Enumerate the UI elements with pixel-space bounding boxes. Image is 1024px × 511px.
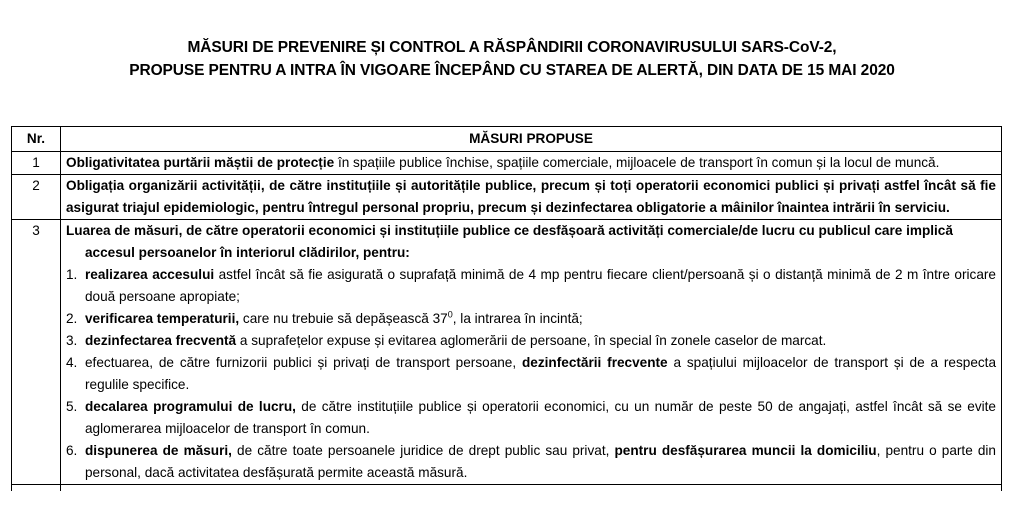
bold-text: dispunerea de măsuri, <box>85 443 232 458</box>
row-text <box>61 152 1002 175</box>
regular-text: , pentru o parte din personal, dacă activitatea desfășurată permite această măsură. <box>85 443 996 480</box>
list-item <box>66 440 996 484</box>
superscript: 0 <box>447 309 453 320</box>
table-row-partial <box>12 485 1002 492</box>
regular-text: a suprafețelor expuse și evitarea aglomerării de persoane, în special în zonele caselor de marcat. <box>236 333 827 348</box>
list-item <box>66 264 996 308</box>
regular-text: efectuarea, de către furnizorii publici și privați de transport persoane, <box>85 355 522 370</box>
list-item <box>66 396 996 440</box>
table-row <box>12 152 1002 175</box>
row-number: 2 <box>12 175 61 220</box>
header-nr: Nr. <box>12 127 61 152</box>
list-item <box>66 308 996 330</box>
regular-text: , la intrarea în incintă; <box>452 311 583 326</box>
title-line-2: PROPUSE PENTRU A INTRA ÎN VIGOARE ÎNCEPÂND CU STAREA DE ALERTĂ, DIN DATA DE 15 MAI 2020 <box>129 62 895 79</box>
item-number: 2. <box>66 311 78 326</box>
item-number: 4. <box>66 355 78 370</box>
regular-text: care nu trebuie să depășească 37 <box>239 311 448 326</box>
bold-text: pentru desfășurarea muncii la domiciliu <box>614 443 877 458</box>
row-number: 1 <box>12 152 61 175</box>
regular-text: de către toate persoanele juridice de drept public sau privat, <box>231 443 615 458</box>
bold-text: decalarea programului de lucru, <box>85 399 296 414</box>
empty-cell <box>61 485 1002 492</box>
regular-text: în spațiile publice închise, spațiile comerciale, mijloacele de transport în comun și la locul de muncă. <box>334 155 940 170</box>
item-number: 1. <box>66 267 78 282</box>
table-row <box>12 175 1002 220</box>
empty-cell <box>12 485 61 492</box>
bold-text: verificarea temperaturii, <box>85 311 240 326</box>
bold-text: dezinfectarea frecventă <box>85 333 237 348</box>
header-measures: MĂSURI PROPUSE <box>61 127 1002 152</box>
regular-text: a spațiului mijloacelor de transport și de a respecta regulile specifice. <box>85 355 997 392</box>
bold-text: Obligativitatea purtării măștii de protecție <box>66 155 335 170</box>
regular-text: de către instituțiile publice și operatorii economici, cu un număr de peste 50 de angajați, astfel încât să se evite aglomerarea mijloacelor de transport în comun. <box>85 399 996 436</box>
measures-list <box>66 264 996 484</box>
row-text: Obligația organizării activității, de către instituțiile și autoritățile publice, precum și toți operatorii economici publici și privați astfel încât să fie asigurat triajul epidemiologic, pentru întregul personal propriu, precum și dezinfectarea obligatorie a mâinilor înaintea intrării în serviciu. <box>61 175 1002 220</box>
title-line-1: MĂSURI DE PREVENIRE ȘI CONTROL A RĂSPÂNDIRII CORONAVIRUSULUI SARS-CoV-2, <box>187 39 837 56</box>
intro-line-1: Luarea de măsuri, de către operatorii economici și instituțiile publice ce desfășoară activități comerciale/de lucru cu publicul care implică <box>66 223 953 238</box>
table-header-row <box>12 127 1002 152</box>
bold-text: dezinfectării frecvente <box>522 355 668 370</box>
document-title <box>0 36 1024 82</box>
list-item <box>66 330 996 352</box>
intro-line-2: accesul persoanelor în interiorul clădirilor, pentru: <box>85 245 410 260</box>
measures-table <box>11 126 1002 491</box>
row-text <box>61 220 1002 485</box>
item-number: 6. <box>66 443 78 458</box>
list-item <box>66 352 996 396</box>
item-number: 3. <box>66 333 78 348</box>
table-row <box>12 220 1002 485</box>
row-number: 3 <box>12 220 61 485</box>
item-number: 5. <box>66 399 78 414</box>
regular-text: astfel încât să fie asigurată o suprafață minimă de 4 mp pentru fiecare client/persoană și o distanță minimă de 2 m între oricare două persoane apropiate; <box>85 267 996 304</box>
bold-text: realizarea accesului <box>85 267 215 282</box>
